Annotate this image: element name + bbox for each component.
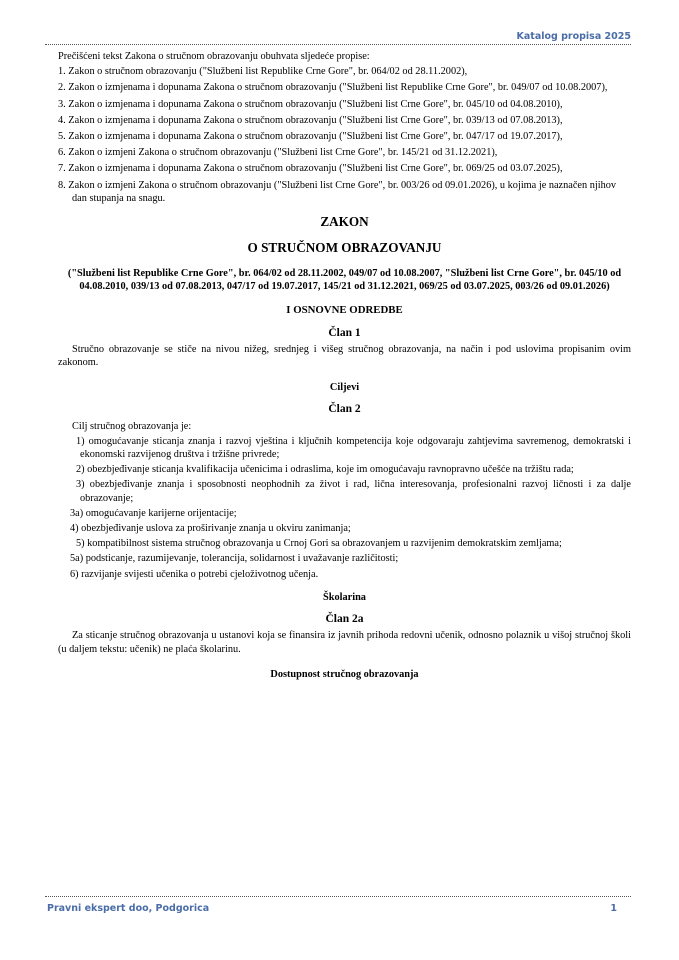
intro-text: Prečišćeni tekst Zakona o stručnom obrazovanju obuhvata sljedeće propise:	[58, 51, 370, 62]
catalog-title: Katalog propisa 2025	[516, 31, 631, 42]
publisher-name: Pravni ekspert doo, Podgorica	[47, 903, 210, 914]
page-footer	[45, 896, 631, 914]
goal-item: 4) obezbjeđivanje uslova za proširivanje znanja u okviru zanimanja;	[70, 523, 351, 535]
article-heading: Član 2	[328, 403, 361, 416]
article-heading: Član 2a	[325, 613, 364, 626]
part-heading: I OSNOVNE ODREDBE	[286, 304, 403, 317]
regulations-list	[58, 65, 631, 205]
article-heading: Član 1	[328, 326, 361, 339]
goal-item: 3a) omogućavanje karijerne orijentacije;	[70, 507, 237, 519]
regulation-item: 2. Zakon o izmjenama i dopunama Zakona o stručnom obrazovanju ("Službeni list Republike Crne Gore", br. 049/07 od 10.08.2007),	[58, 82, 608, 94]
article-2-intro: Cilj stručnog obrazovanja je:	[72, 420, 192, 432]
law-title: ZAKON	[320, 214, 369, 230]
goal-item: 1) omogućavanje sticanja znanja i razvoj vještina i ključnih kompetencija koje odgovaraju zahtjevima savremenog, demokratski i ekonomski razvijenog društva i tržišne privrede;	[76, 435, 631, 461]
regulation-item: 6. Zakon o izmjeni Zakona o stručnom obrazovanju ("Službeni list Crne Gore", br. 145/21 od 31.12.2021),	[58, 147, 498, 159]
page-number: 1	[610, 903, 617, 914]
goal-item: 3) obezbjeđivanje znanja i sposobnosti neophodnih za život i rad, lična interesovanja, profesionalni razvoj ličnosti i za dalje obrazovanje;	[76, 479, 631, 504]
goal-item: 2) obezbjeđivanje sticanja kvalifikacija učenicima i odraslima, koje im omogućavaju ravnopravno učešće na tržištu rada;	[76, 464, 574, 476]
regulation-item: 8. Zakon o izmjeni Zakona o stručnom obrazovanju ("Službeni list Crne Gore", br. 003/26 od 09.01.2026), u kojima je naznačen njihov dan stupanja na snagu.	[58, 179, 617, 204]
regulation-item: 7. Zakon o izmjenama i dopunama Zakona o stručnom obrazovanju ("Službeni list Crne Gore", br. 069/25 od 03.07.2025),	[58, 163, 563, 175]
goals-list	[58, 435, 631, 581]
regulation-item: 3. Zakon o izmjenama i dopunama Zakona o stručnom obrazovanju ("Službeni list Crne Gore", br. 045/10 od 04.08.2010),	[58, 98, 563, 110]
regulation-item: 4. Zakon o izmjenama i dopunama Zakona o stručnom obrazovanju ("Službeni list Crne Gore", br. 039/13 od 07.08.2013),	[58, 114, 563, 126]
regulation-item: 1. Zakon o stručnom obrazovanju ("Službeni list Republike Crne Gore", br. 064/02 od 28.11.2002),	[58, 66, 468, 78]
law-subtitle: O STRUČNOM OBRAZOVANJU	[247, 240, 442, 256]
document-body	[58, 50, 631, 681]
law-gazette: ("Službeni list Republike Crne Gore", br. 064/02 od 28.11.2002, 049/07 od 10.08.2007, "Službeni list Crne Gore", br. 045/10 od 04.08.2010, 039/13 od 07.08.2013, 047/17 od 19.07.2017, 145/21 od 31.12.2021, 069/25 od 03.07.2025, 003/26 od 09.01.2026)	[67, 268, 622, 293]
goal-item: 5a) podsticanje, razumijevanje, tolerancija, solidarnost i uvažavanje različitosti;	[70, 553, 399, 565]
section-heading-ciljevi: Ciljevi	[329, 382, 360, 394]
goal-item: 6) razvijanje svijesti učenika o potrebi cjeloživotnog učenja.	[70, 568, 319, 580]
section-heading-skolarina: Školarina	[323, 591, 366, 603]
article-2a-text: Za sticanje stručnog obrazovanja u ustanovi koja se finansira iz javnih prihoda redovni učenik, odnosno polaznik u višoj stručnoj školi (u daljem tekstu: učenik) ne plaća školarinu.	[58, 630, 631, 655]
goal-item: 5) kompatibilnost sistema stručnog obrazovanja u Crnoj Gori sa obrazovanjem u razvijenim demokratskim zemljama;	[76, 538, 562, 550]
page-header	[45, 30, 631, 45]
regulation-item: 5. Zakon o izmjenama i dopunama Zakona o stručnom obrazovanju ("Službeni list Crne Gore", br. 047/17 od 19.07.2017),	[58, 131, 563, 143]
article-1-text: Stručno obrazovanje se stiče na nivou nižeg, srednjeg i višeg stručnog obrazovanja, na način i pod uslovima propisanim ovim zakonom.	[58, 343, 631, 369]
section-heading-dostupnost: Dostupnost stručnog obrazovanja	[270, 668, 419, 680]
